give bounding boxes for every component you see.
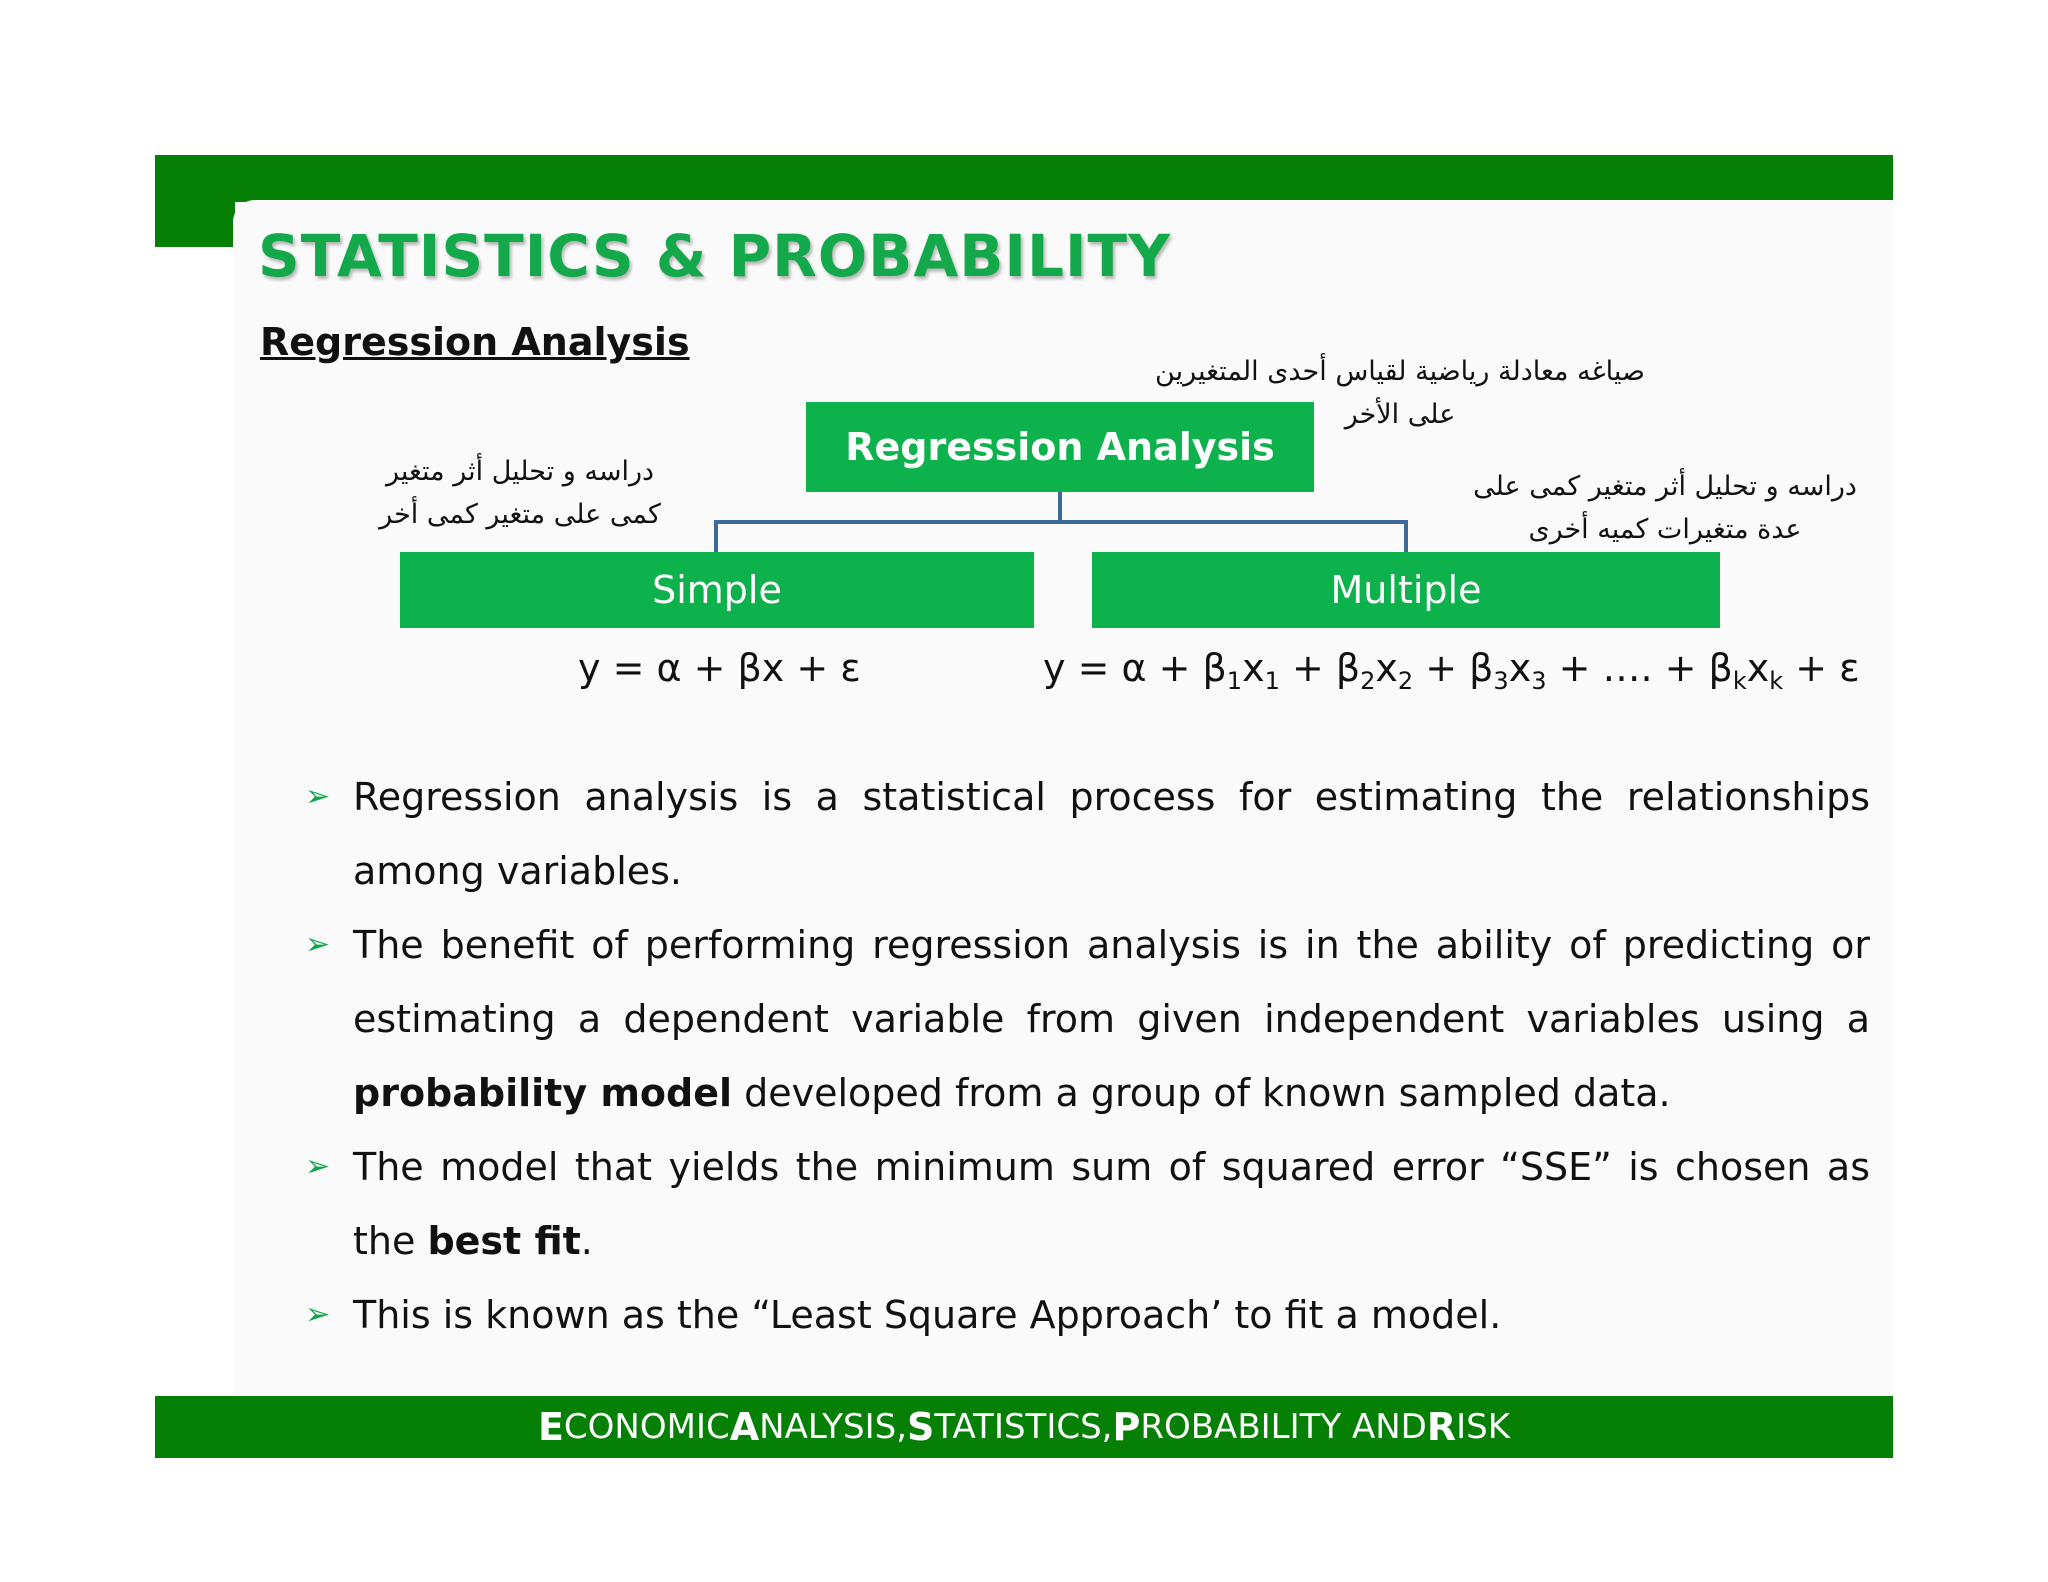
arrow-right-icon: ➢ xyxy=(305,1149,331,1184)
footer-bar: E CONOMIC A NALYSIS, S TATISTICS, P ROBABILITY AND R ISK xyxy=(155,1396,1893,1458)
root-box-regression-analysis: Regression Analysis xyxy=(806,402,1314,492)
arabic-note-right: دراسه و تحليل أثر متغير كمى على عدة متغيرات كميه أخرى xyxy=(1473,471,1857,545)
bullet-item: ➢ The model that yields the minimum sum of squared error “SSE” is chosen as the best fit. xyxy=(305,1130,1870,1278)
arabic-note-left: دراسه و تحليل أثر متغير كمى على متغير كمى أخر xyxy=(379,456,661,530)
bullet-list xyxy=(305,760,1870,1352)
bullet-item: ➢ The benefit of performing regression analysis is in the ability of predicting or estimating a dependent variable from given independent variables using a probability model developed from a group of known sampled data. xyxy=(305,908,1870,1130)
multiple-formula: $y = \alpha + \beta_1x_1 + \beta_2x_2 + \beta_3x_3$ + …. + $\beta_kx_k + \varepsilon$ xyxy=(1043,646,1860,695)
arrow-right-icon: ➢ xyxy=(305,779,331,814)
arabic-note-top: صياغه معادلة رياضية لقياس أحدى المتغيرين على الأخر xyxy=(1155,356,1645,430)
bullet-item: ➢ Regression analysis is a statistical process for estimating the relationships among variables. xyxy=(305,760,1870,908)
multiple-box: Multiple xyxy=(1092,552,1720,628)
simple-formula: y = α + βx + ε xyxy=(578,646,861,690)
bullet-item: ➢ This is known as the “Least Square Approach’ to fit a model. xyxy=(305,1278,1870,1352)
arrow-right-icon: ➢ xyxy=(305,927,331,962)
simple-box: Simple xyxy=(400,552,1034,628)
section-heading: Regression Analysis xyxy=(260,320,690,364)
arrow-right-icon: ➢ xyxy=(305,1297,331,1332)
page-title: STATISTICS & PROBABILITY xyxy=(258,222,1172,290)
